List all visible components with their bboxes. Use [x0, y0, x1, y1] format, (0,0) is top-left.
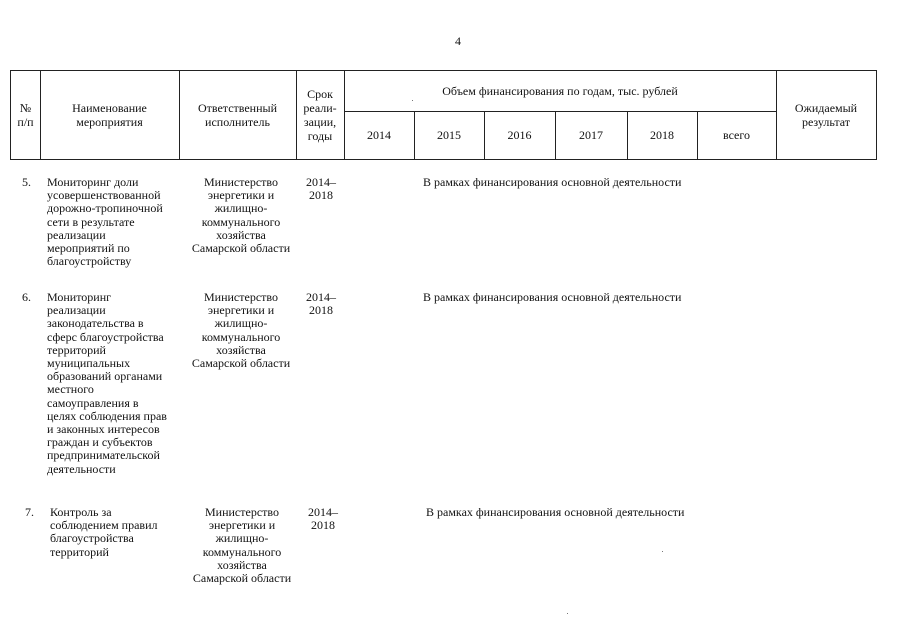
page-number: 4	[455, 34, 461, 48]
header-result: Ожидаемый результат	[794, 101, 858, 129]
row-financing: В рамках финансирования основной деятельности	[426, 505, 685, 519]
row-name: Мониторинг доли усовершенствованной дорожно-тропиночной сети в результате реализации мероприятий по благоустройству	[47, 175, 163, 269]
header-total: всего	[722, 128, 751, 142]
row-responsible: Министерство энергетики и жилищно- коммунального хозяйства Самарской области	[191, 175, 291, 256]
row-term: 2014– 2018	[306, 175, 336, 203]
row-term: 2014– 2018	[306, 290, 336, 318]
header-year-2015: 2015	[437, 128, 461, 142]
header-year-2018: 2018	[650, 128, 674, 142]
row-term: 2014– 2018	[308, 505, 338, 533]
row-responsible: Министерство энергетики и жилищно- коммунального хозяйства Самарской области	[191, 290, 291, 371]
header-year-2017: 2017	[579, 128, 603, 142]
header-year-2014: 2014	[367, 128, 391, 142]
scan-speck	[412, 100, 413, 101]
header-term: Срок реали- зации, годы	[303, 87, 337, 143]
header-financing: Объем финансирования по годам, тыс. рублей	[442, 84, 678, 98]
header-num: № п/п	[17, 101, 34, 129]
row-financing: В рамках финансирования основной деятельности	[423, 290, 682, 304]
header-name: Наименование мероприятия	[72, 101, 147, 129]
row-number: 7.	[25, 505, 34, 519]
table-header	[10, 70, 877, 160]
row-number: 5.	[22, 175, 31, 189]
row-number: 6.	[22, 290, 31, 304]
scan-speck	[662, 551, 663, 552]
header-responsible: Ответственный исполнитель	[197, 101, 278, 129]
row-responsible: Министерство энергетики и жилищно- коммунального хозяйства Самарской области	[192, 505, 292, 586]
row-name: Мониторинг реализации законодательства в сферс благоустройства территорий муниципальных образований органами местного самоуправления в целях соблюдения прав и законных интересов граждан и субъектов предпринимательской деятельности	[47, 290, 167, 476]
header-year-2016: 2016	[507, 128, 532, 142]
scan-speck	[567, 613, 568, 614]
row-financing: В рамках финансирования основной деятельности	[423, 175, 682, 189]
row-name: Контроль за соблюдением правил благоустройства территорий	[50, 505, 158, 559]
